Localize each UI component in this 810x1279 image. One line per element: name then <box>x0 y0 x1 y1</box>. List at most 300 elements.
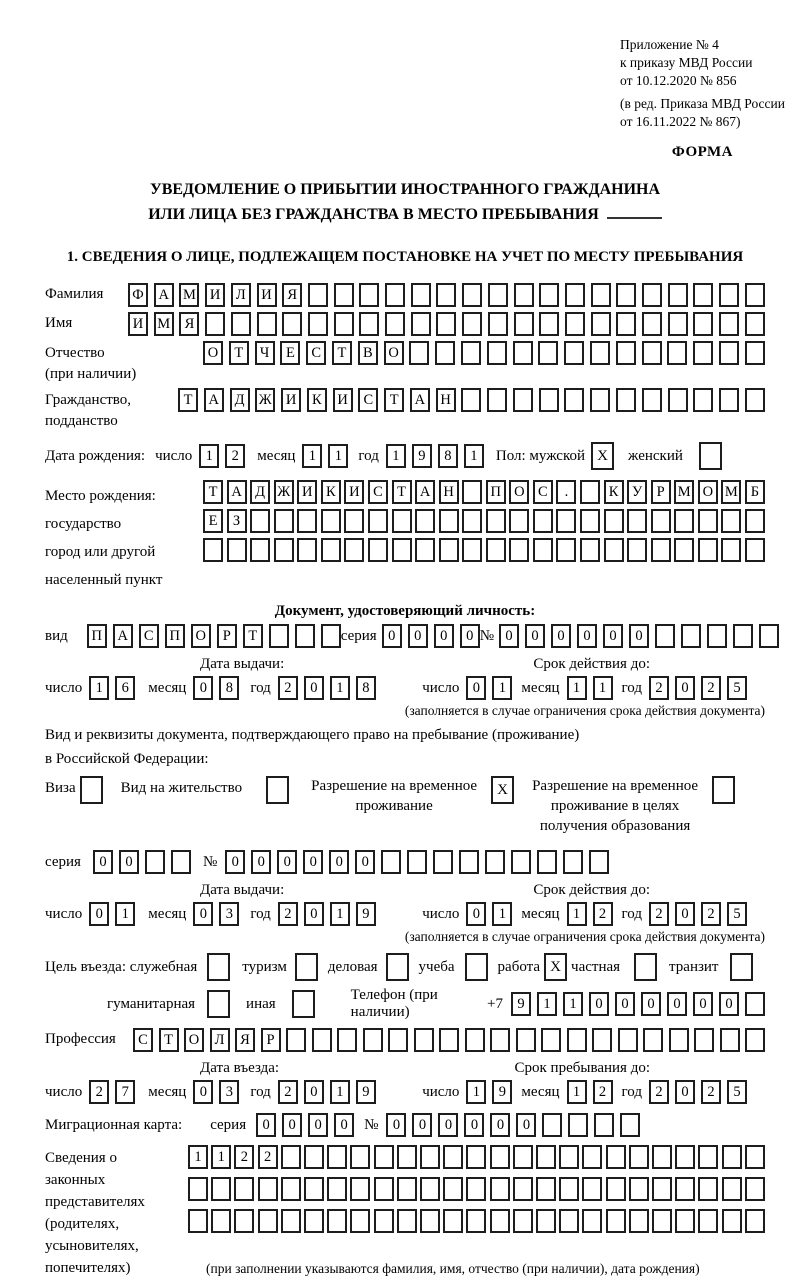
char-box[interactable]: 2 <box>701 1080 721 1104</box>
char-box[interactable] <box>627 538 647 562</box>
char-box[interactable]: С <box>533 480 553 504</box>
char-box[interactable]: Я <box>282 283 302 307</box>
char-box[interactable] <box>321 538 341 562</box>
char-box[interactable] <box>652 1177 672 1201</box>
char-box[interactable] <box>466 1177 486 1201</box>
char-box[interactable]: Т <box>243 624 263 648</box>
char-box[interactable] <box>651 538 671 562</box>
char-box[interactable] <box>439 538 459 562</box>
char-box[interactable] <box>368 509 388 533</box>
char-box[interactable] <box>462 283 482 307</box>
char-box[interactable] <box>533 509 553 533</box>
char-box[interactable] <box>606 1209 626 1233</box>
char-box[interactable]: Н <box>439 480 459 504</box>
char-box[interactable] <box>334 312 354 336</box>
purpose-private-checkbox[interactable] <box>634 953 657 981</box>
char-box[interactable]: 0 <box>667 992 687 1016</box>
char-box[interactable]: 2 <box>278 902 298 926</box>
char-box[interactable]: 0 <box>304 676 324 700</box>
char-box[interactable]: 0 <box>193 902 213 926</box>
char-box[interactable]: 0 <box>675 902 695 926</box>
char-box[interactable]: Ч <box>255 341 275 365</box>
char-box[interactable]: 1 <box>593 676 613 700</box>
char-box[interactable]: . <box>556 480 576 504</box>
char-box[interactable] <box>516 1028 536 1052</box>
char-box[interactable] <box>231 312 251 336</box>
char-box[interactable]: 0 <box>589 992 609 1016</box>
char-box[interactable] <box>490 1177 510 1201</box>
char-box[interactable] <box>415 538 435 562</box>
char-box[interactable]: 0 <box>225 850 245 874</box>
char-box[interactable] <box>745 388 765 412</box>
char-box[interactable] <box>436 283 456 307</box>
char-box[interactable] <box>359 312 379 336</box>
char-box[interactable] <box>651 509 671 533</box>
char-box[interactable] <box>591 312 611 336</box>
char-box[interactable] <box>368 538 388 562</box>
char-box[interactable] <box>420 1145 440 1169</box>
char-box[interactable] <box>466 1209 486 1233</box>
char-box[interactable]: 1 <box>211 1145 231 1169</box>
char-box[interactable]: С <box>306 341 326 365</box>
char-box[interactable]: Т <box>159 1028 179 1052</box>
char-box[interactable] <box>642 388 662 412</box>
char-box[interactable]: О <box>203 341 223 365</box>
char-box[interactable] <box>490 1028 510 1052</box>
char-box[interactable] <box>344 538 364 562</box>
char-box[interactable]: 0 <box>251 850 271 874</box>
char-box[interactable]: Д <box>230 388 250 412</box>
char-box[interactable]: 0 <box>464 1113 484 1137</box>
char-box[interactable] <box>234 1209 254 1233</box>
char-box[interactable]: О <box>509 480 529 504</box>
char-box[interactable] <box>590 388 610 412</box>
char-box[interactable] <box>745 1177 765 1201</box>
char-box[interactable] <box>334 283 354 307</box>
char-box[interactable]: 1 <box>567 1080 587 1104</box>
char-box[interactable]: К <box>307 388 327 412</box>
char-box[interactable]: Т <box>203 480 223 504</box>
char-box[interactable]: 0 <box>408 624 428 648</box>
char-box[interactable] <box>388 1028 408 1052</box>
char-box[interactable]: 0 <box>525 624 545 648</box>
char-box[interactable] <box>443 1209 463 1233</box>
char-box[interactable]: 1 <box>492 676 512 700</box>
char-box[interactable]: 0 <box>89 902 109 926</box>
char-box[interactable]: У <box>627 480 647 504</box>
char-box[interactable]: 2 <box>649 902 669 926</box>
char-box[interactable] <box>308 283 328 307</box>
char-box[interactable] <box>282 312 302 336</box>
char-box[interactable]: 2 <box>225 444 245 468</box>
char-box[interactable] <box>594 1113 614 1137</box>
char-box[interactable] <box>698 1209 718 1233</box>
char-box[interactable] <box>721 538 741 562</box>
char-box[interactable] <box>564 341 584 365</box>
char-box[interactable]: 0 <box>93 850 113 874</box>
char-box[interactable] <box>616 341 636 365</box>
purpose-study-checkbox[interactable] <box>465 953 488 981</box>
char-box[interactable]: Т <box>392 480 412 504</box>
char-box[interactable]: 1 <box>567 902 587 926</box>
char-box[interactable] <box>759 624 779 648</box>
char-box[interactable] <box>674 538 694 562</box>
char-box[interactable] <box>745 312 765 336</box>
purpose-transit-checkbox[interactable] <box>730 953 753 981</box>
char-box[interactable] <box>559 1145 579 1169</box>
char-box[interactable]: 1 <box>567 676 587 700</box>
char-box[interactable] <box>312 1028 332 1052</box>
char-box[interactable] <box>234 1177 254 1201</box>
char-box[interactable]: В <box>358 341 378 365</box>
char-box[interactable] <box>462 509 482 533</box>
char-box[interactable] <box>490 1145 510 1169</box>
char-box[interactable]: 0 <box>460 624 480 648</box>
char-box[interactable] <box>414 1028 434 1052</box>
char-box[interactable] <box>281 1177 301 1201</box>
char-box[interactable] <box>556 538 576 562</box>
char-box[interactable]: П <box>87 624 107 648</box>
char-box[interactable]: 3 <box>219 1080 239 1104</box>
char-box[interactable]: 5 <box>727 902 747 926</box>
char-box[interactable]: 0 <box>256 1113 276 1137</box>
char-box[interactable]: 1 <box>199 444 219 468</box>
char-box[interactable]: П <box>486 480 506 504</box>
char-box[interactable] <box>582 1145 602 1169</box>
char-box[interactable] <box>308 312 328 336</box>
char-box[interactable] <box>461 388 481 412</box>
char-box[interactable] <box>411 283 431 307</box>
char-box[interactable] <box>359 283 379 307</box>
char-box[interactable] <box>462 312 482 336</box>
char-box[interactable] <box>745 538 765 562</box>
char-box[interactable] <box>589 850 609 874</box>
char-box[interactable]: 0 <box>641 992 661 1016</box>
char-box[interactable] <box>439 509 459 533</box>
char-box[interactable] <box>719 341 739 365</box>
char-box[interactable]: О <box>184 1028 204 1052</box>
char-box[interactable] <box>642 312 662 336</box>
char-box[interactable]: Т <box>384 388 404 412</box>
char-box[interactable]: 0 <box>334 1113 354 1137</box>
char-box[interactable] <box>745 1209 765 1233</box>
char-box[interactable] <box>295 624 315 648</box>
char-box[interactable] <box>580 480 600 504</box>
char-box[interactable]: 2 <box>89 1080 109 1104</box>
char-box[interactable] <box>681 624 701 648</box>
char-box[interactable]: 3 <box>219 902 239 926</box>
char-box[interactable] <box>629 1177 649 1201</box>
char-box[interactable] <box>536 1209 556 1233</box>
char-box[interactable] <box>745 283 765 307</box>
char-box[interactable] <box>514 312 534 336</box>
char-box[interactable] <box>693 312 713 336</box>
char-box[interactable] <box>188 1177 208 1201</box>
char-box[interactable] <box>722 1209 742 1233</box>
temp-residence-checkbox[interactable]: X <box>491 776 514 804</box>
char-box[interactable]: 2 <box>649 676 669 700</box>
char-box[interactable] <box>211 1177 231 1201</box>
char-box[interactable]: А <box>204 388 224 412</box>
char-box[interactable] <box>258 1177 278 1201</box>
char-box[interactable]: Т <box>332 341 352 365</box>
char-box[interactable] <box>281 1145 301 1169</box>
char-box[interactable] <box>668 388 688 412</box>
char-box[interactable] <box>642 283 662 307</box>
char-box[interactable]: 0 <box>551 624 571 648</box>
char-box[interactable] <box>462 538 482 562</box>
char-box[interactable] <box>415 509 435 533</box>
purpose-other-checkbox[interactable] <box>292 990 315 1018</box>
char-box[interactable]: И <box>128 312 148 336</box>
char-box[interactable] <box>411 312 431 336</box>
char-box[interactable]: 0 <box>615 992 635 1016</box>
char-box[interactable]: 0 <box>466 676 486 700</box>
char-box[interactable]: И <box>297 480 317 504</box>
char-box[interactable]: М <box>179 283 199 307</box>
char-box[interactable] <box>304 1209 324 1233</box>
char-box[interactable]: 1 <box>492 902 512 926</box>
char-box[interactable]: И <box>344 480 364 504</box>
char-box[interactable] <box>374 1177 394 1201</box>
char-box[interactable]: 2 <box>593 1080 613 1104</box>
char-box[interactable] <box>616 283 636 307</box>
char-box[interactable]: О <box>698 480 718 504</box>
char-box[interactable]: И <box>205 283 225 307</box>
char-box[interactable] <box>693 341 713 365</box>
char-box[interactable]: Д <box>250 480 270 504</box>
char-box[interactable] <box>719 283 739 307</box>
sex-male-checkbox[interactable]: X <box>591 442 614 470</box>
char-box[interactable] <box>513 1177 533 1201</box>
char-box[interactable]: Я <box>179 312 199 336</box>
visa-checkbox[interactable] <box>80 776 103 804</box>
char-box[interactable] <box>745 1028 765 1052</box>
char-box[interactable]: А <box>154 283 174 307</box>
char-box[interactable] <box>327 1145 347 1169</box>
char-box[interactable] <box>616 388 636 412</box>
char-box[interactable] <box>538 341 558 365</box>
char-box[interactable] <box>350 1145 370 1169</box>
char-box[interactable]: Е <box>203 509 223 533</box>
char-box[interactable]: 0 <box>282 1113 302 1137</box>
char-box[interactable] <box>590 341 610 365</box>
char-box[interactable] <box>350 1209 370 1233</box>
char-box[interactable]: 1 <box>89 676 109 700</box>
char-box[interactable] <box>592 1028 612 1052</box>
char-box[interactable] <box>533 538 553 562</box>
char-box[interactable] <box>297 538 317 562</box>
char-box[interactable]: М <box>154 312 174 336</box>
char-box[interactable] <box>420 1177 440 1201</box>
char-box[interactable] <box>606 1177 626 1201</box>
char-box[interactable]: 0 <box>193 676 213 700</box>
char-box[interactable]: 0 <box>193 1080 213 1104</box>
char-box[interactable] <box>188 1209 208 1233</box>
char-box[interactable] <box>745 1145 765 1169</box>
char-box[interactable] <box>591 283 611 307</box>
char-box[interactable] <box>459 850 479 874</box>
char-box[interactable] <box>719 388 739 412</box>
char-box[interactable] <box>250 538 270 562</box>
char-box[interactable]: О <box>384 341 404 365</box>
char-box[interactable]: 0 <box>577 624 597 648</box>
char-box[interactable]: Ф <box>128 283 148 307</box>
char-box[interactable]: Л <box>231 283 251 307</box>
char-box[interactable]: 1 <box>563 992 583 1016</box>
char-box[interactable] <box>564 388 584 412</box>
char-box[interactable] <box>281 1209 301 1233</box>
char-box[interactable]: 0 <box>693 992 713 1016</box>
char-box[interactable]: Р <box>217 624 237 648</box>
char-box[interactable]: А <box>415 480 435 504</box>
char-box[interactable]: К <box>321 480 341 504</box>
char-box[interactable]: 9 <box>511 992 531 1016</box>
char-box[interactable] <box>171 850 191 874</box>
char-box[interactable] <box>556 509 576 533</box>
char-box[interactable] <box>698 509 718 533</box>
char-box[interactable]: 1 <box>302 444 322 468</box>
char-box[interactable] <box>580 509 600 533</box>
char-box[interactable]: Т <box>178 388 198 412</box>
char-box[interactable] <box>392 538 412 562</box>
char-box[interactable] <box>539 312 559 336</box>
char-box[interactable]: 0 <box>466 902 486 926</box>
char-box[interactable]: 8 <box>356 676 376 700</box>
char-box[interactable]: М <box>721 480 741 504</box>
char-box[interactable] <box>629 1145 649 1169</box>
char-box[interactable] <box>693 388 713 412</box>
char-box[interactable]: 1 <box>330 676 350 700</box>
char-box[interactable]: С <box>133 1028 153 1052</box>
char-box[interactable] <box>227 538 247 562</box>
char-box[interactable] <box>385 312 405 336</box>
char-box[interactable]: 1 <box>537 992 557 1016</box>
char-box[interactable] <box>537 850 557 874</box>
char-box[interactable] <box>513 388 533 412</box>
char-box[interactable]: 2 <box>258 1145 278 1169</box>
char-box[interactable] <box>536 1177 556 1201</box>
char-box[interactable]: 0 <box>434 624 454 648</box>
char-box[interactable] <box>565 283 585 307</box>
char-box[interactable] <box>443 1145 463 1169</box>
char-box[interactable] <box>462 480 482 504</box>
char-box[interactable] <box>385 283 405 307</box>
char-box[interactable] <box>627 509 647 533</box>
char-box[interactable] <box>582 1209 602 1233</box>
char-box[interactable]: 8 <box>438 444 458 468</box>
char-box[interactable] <box>509 509 529 533</box>
char-box[interactable]: 9 <box>356 902 376 926</box>
char-box[interactable] <box>669 1028 689 1052</box>
char-box[interactable] <box>257 312 277 336</box>
char-box[interactable]: З <box>227 509 247 533</box>
char-box[interactable]: 0 <box>516 1113 536 1137</box>
char-box[interactable]: М <box>674 480 694 504</box>
char-box[interactable]: 2 <box>278 676 298 700</box>
char-box[interactable]: О <box>191 624 211 648</box>
char-box[interactable]: 9 <box>492 1080 512 1104</box>
char-box[interactable] <box>274 538 294 562</box>
purpose-official-checkbox[interactable] <box>207 953 230 981</box>
char-box[interactable] <box>205 312 225 336</box>
char-box[interactable] <box>694 1028 714 1052</box>
char-box[interactable]: 1 <box>115 902 135 926</box>
char-box[interactable]: 5 <box>727 1080 747 1104</box>
char-box[interactable]: 7 <box>115 1080 135 1104</box>
char-box[interactable]: 8 <box>219 676 239 700</box>
char-box[interactable]: 0 <box>629 624 649 648</box>
char-box[interactable] <box>722 1145 742 1169</box>
char-box[interactable] <box>487 388 507 412</box>
char-box[interactable] <box>698 1145 718 1169</box>
char-box[interactable] <box>674 509 694 533</box>
char-box[interactable] <box>250 509 270 533</box>
char-box[interactable]: 0 <box>308 1113 328 1137</box>
char-box[interactable]: А <box>113 624 133 648</box>
char-box[interactable] <box>559 1177 579 1201</box>
char-box[interactable]: 0 <box>382 624 402 648</box>
char-box[interactable]: К <box>604 480 624 504</box>
char-box[interactable] <box>461 341 481 365</box>
char-box[interactable] <box>511 850 531 874</box>
char-box[interactable]: 0 <box>675 1080 695 1104</box>
char-box[interactable]: 0 <box>719 992 739 1016</box>
char-box[interactable] <box>490 1209 510 1233</box>
purpose-work-checkbox[interactable]: X <box>544 953 567 981</box>
char-box[interactable] <box>350 1177 370 1201</box>
char-box[interactable] <box>582 1177 602 1201</box>
char-box[interactable] <box>203 538 223 562</box>
char-box[interactable] <box>642 341 662 365</box>
char-box[interactable] <box>269 624 289 648</box>
char-box[interactable] <box>604 509 624 533</box>
char-box[interactable] <box>433 850 453 874</box>
temp-residence-edu-checkbox[interactable] <box>712 776 735 804</box>
char-box[interactable] <box>745 341 765 365</box>
char-box[interactable] <box>337 1028 357 1052</box>
char-box[interactable] <box>616 312 636 336</box>
char-box[interactable]: 1 <box>188 1145 208 1169</box>
char-box[interactable] <box>397 1177 417 1201</box>
char-box[interactable] <box>488 312 508 336</box>
char-box[interactable]: 1 <box>328 444 348 468</box>
purpose-tourism-checkbox[interactable] <box>295 953 318 981</box>
char-box[interactable] <box>514 283 534 307</box>
char-box[interactable] <box>486 509 506 533</box>
char-box[interactable]: 0 <box>603 624 623 648</box>
char-box[interactable]: 6 <box>115 676 135 700</box>
char-box[interactable] <box>392 509 412 533</box>
char-box[interactable] <box>565 312 585 336</box>
char-box[interactable] <box>629 1209 649 1233</box>
char-box[interactable]: 0 <box>119 850 139 874</box>
char-box[interactable]: А <box>410 388 430 412</box>
char-box[interactable] <box>733 624 753 648</box>
purpose-business-checkbox[interactable] <box>386 953 409 981</box>
char-box[interactable]: 2 <box>649 1080 669 1104</box>
char-box[interactable] <box>620 1113 640 1137</box>
char-box[interactable]: А <box>227 480 247 504</box>
char-box[interactable] <box>297 509 317 533</box>
char-box[interactable]: 2 <box>701 676 721 700</box>
char-box[interactable] <box>286 1028 306 1052</box>
char-box[interactable]: 0 <box>412 1113 432 1137</box>
char-box[interactable]: Р <box>261 1028 281 1052</box>
char-box[interactable]: 0 <box>303 850 323 874</box>
char-box[interactable] <box>675 1177 695 1201</box>
char-box[interactable]: С <box>358 388 378 412</box>
